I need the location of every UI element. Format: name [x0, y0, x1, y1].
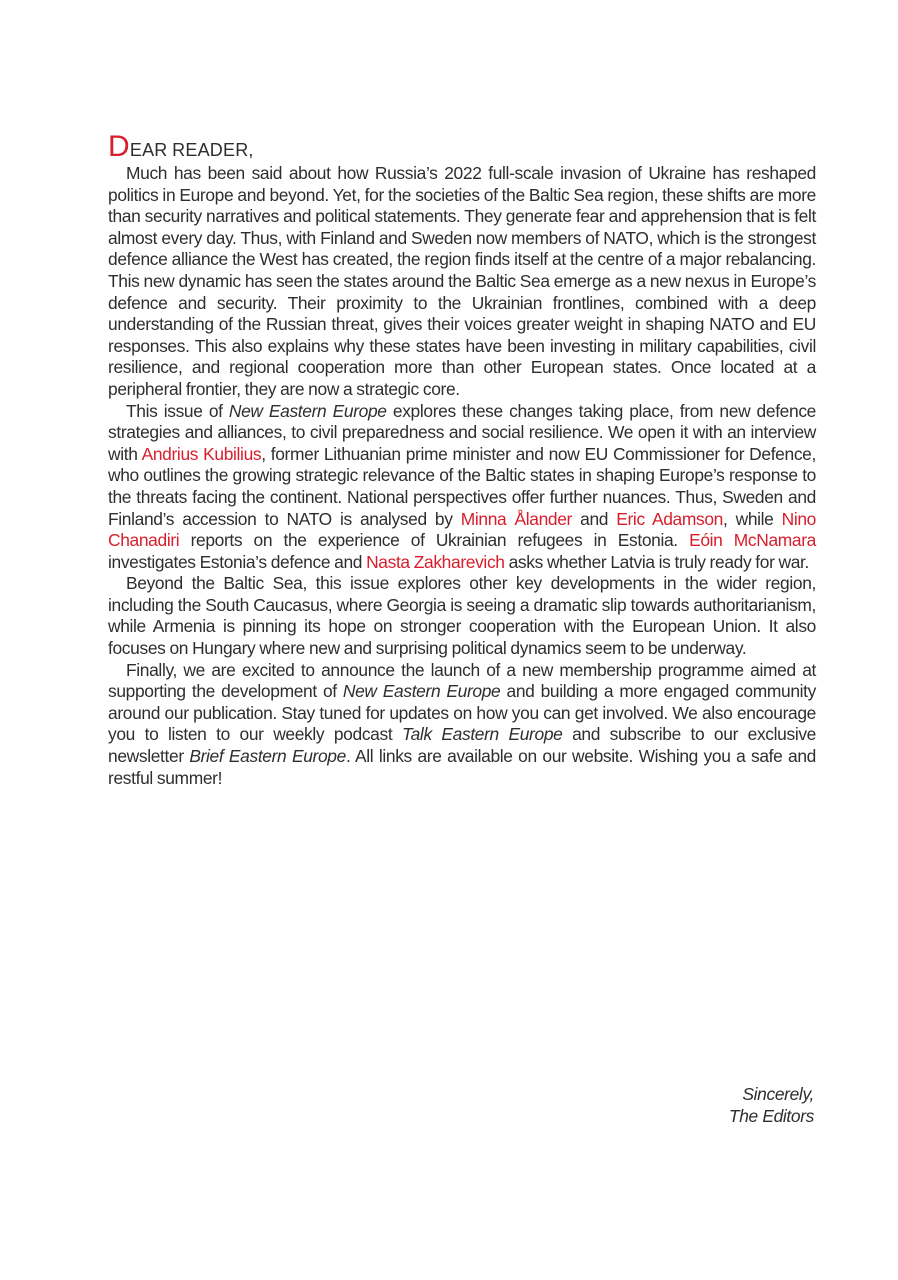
- text-run: explores these changes taking place, from new defence strategies and alliances, to civil preparedness and social resilience. We open it with an interview with: [108, 400, 816, 464]
- publication-title: New Eastern Europe: [228, 400, 387, 421]
- paragraph-1: [108, 163, 816, 401]
- text-run: Much has been said about how Russia’s 2022 full-scale invasion of Ukraine has reshaped politics in Europe and beyond. Yet, for the societies of the Baltic Sea region, these shifts are more than security narratives and political statements. They generate fear and apprehension that is felt almost every day. Thus, with Finland and Sweden now members of NATO, which is the strongest defence alliance the West has created, the region finds itself at the centre of a major rebalancing. This new dynamic has seen the states around the Baltic Sea emerge as a new nexus in Europe’s defence and security. Their proximity to the Ukrainian frontlines, combined with a deep understanding of the Russian threat, gives their voices greater weight in shaping NATO and EU responses. This also explains why these states have been investing in military capabilities, civil resilience, and regional cooperation more than other European states. Once located at a peripheral frontier, they are now a strategic core.: [108, 163, 816, 399]
- letter-heading: [108, 130, 816, 163]
- text-run: investigates Estonia’s defence and: [108, 551, 367, 572]
- text-run: . All links are available on our website. Wishing you a safe and restful summer!: [108, 746, 816, 788]
- contributor-name: Andrius Kubilius: [141, 443, 262, 464]
- drop-cap: D: [108, 130, 130, 163]
- paragraph-2: [108, 401, 816, 574]
- text-run: Beyond the Baltic Sea, this issue explores other key developments in the wider region, including the South Caucasus, where Georgia is seeing a dramatic slip towards authoritarianism, while Armenia is pinning its hope on stronger cooperation with the European Union. It also focuses on Hungary where new and surprising political dynamics seem to be underway.: [108, 573, 816, 659]
- text-run: , former Lithuanian prime minister and now EU Commissioner for Defence, who outlines the growing strategic relevance of the Baltic states in shaping Europe’s response to the threats facing the continent. National perspectives offer further nuances. Thus, Sweden and Finland’s accession to NATO is analysed by: [108, 443, 816, 529]
- contributor-name: Eric Adamson: [616, 508, 723, 529]
- signoff-signature: The Editors: [728, 1106, 814, 1126]
- text-run: , while: [722, 508, 782, 529]
- publication-title: Brief Eastern Europe: [189, 746, 346, 767]
- contributor-name: Eóin McNamara: [689, 530, 817, 551]
- text-run: and building a more engaged community around our publication. Stay tuned for updates on how you can get involved. We also encourage you to listen to our weekly podcast: [108, 681, 816, 745]
- paragraph-4: [108, 660, 816, 790]
- text-run: This issue of: [126, 400, 229, 421]
- publication-title: New Eastern Europe: [342, 681, 501, 702]
- text-run: Finally, we are excited to announce the launch of a new membership programme aimed at supporting the development of: [108, 659, 816, 702]
- contributor-name: Nino Chanadiri: [108, 508, 816, 551]
- contributor-name: Nasta Zakharevich: [366, 551, 505, 572]
- publication-title: Talk Eastern Europe: [401, 724, 563, 745]
- heading-text: EAR READER,: [129, 140, 254, 160]
- signoff-closing: Sincerely,: [742, 1084, 814, 1104]
- text-run: reports on the experience of Ukrainian refugees in Estonia.: [179, 530, 690, 551]
- paragraph-3: [108, 573, 816, 659]
- signoff: [729, 1083, 814, 1127]
- text-run: asks whether Latvia is truly ready for war.: [504, 551, 810, 572]
- contributor-name: Minna Ålander: [460, 508, 572, 529]
- text-run: and subscribe to our exclusive newsletter: [108, 724, 816, 767]
- text-run: and: [571, 508, 617, 529]
- editorial-letter: [108, 130, 817, 789]
